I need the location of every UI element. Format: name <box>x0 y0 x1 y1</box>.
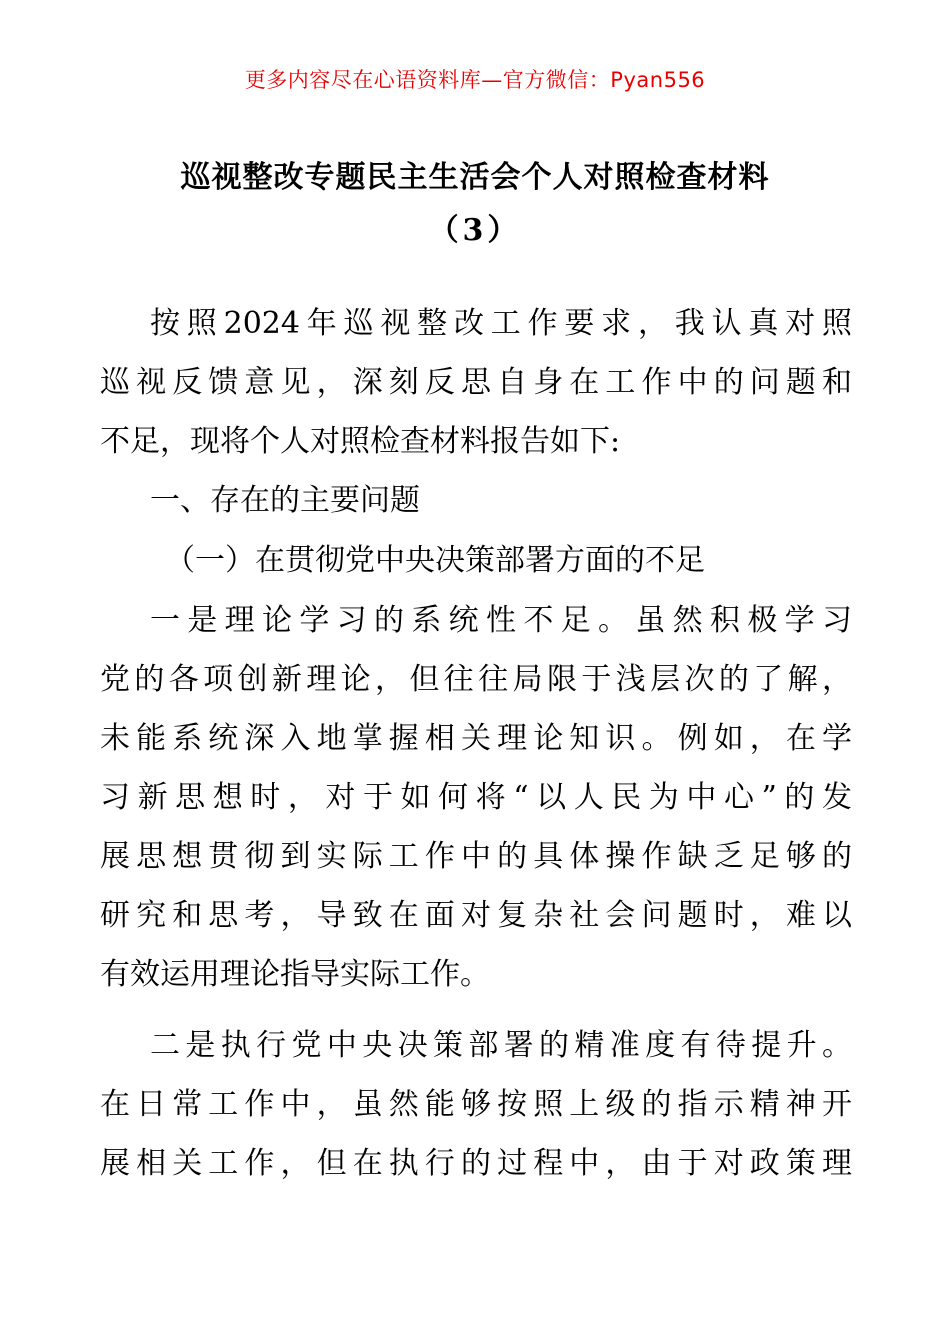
paragraph-line: 习新思想时，对于如何将“以人民为中心”的发 <box>100 780 852 815</box>
document-title: 巡视整改专题民主生活会个人对照检查材料 <box>180 160 770 195</box>
paragraph-line: 一是理论学习的系统性不足。虽然积极学习 <box>150 603 852 638</box>
paragraph-line: 不足，现将个人对照检查材料报告如下: <box>100 424 621 459</box>
paragraph-line: 未能系统深入地掌握相关理论知识。例如，在学 <box>100 721 852 756</box>
paragraph-line: 研究和思考，导致在面对复杂社会问题时，难以 <box>100 898 852 933</box>
subsection-heading: （一）在贯彻党中央决策部署方面的不足 <box>165 543 705 578</box>
source-banner: 更多内容尽在心语资料库—官方微信：Pyan556 <box>244 68 706 92</box>
paragraph-line: 二是执行党中央决策部署的精准度有待提升。 <box>150 1028 852 1063</box>
paragraph-line: 展思想贯彻到实际工作中的具体操作缺乏足够的 <box>100 839 852 874</box>
paragraph-line: 党的各项创新理论，但往往局限于浅层次的了解， <box>100 662 852 697</box>
document-title-number: （3） <box>428 213 522 248</box>
paragraph-line: 按照2024年巡视整改工作要求，我认真对照 <box>150 306 852 341</box>
paragraph-line: 展相关工作，但在执行的过程中，由于对政策理 <box>100 1146 852 1181</box>
paragraph-line: 在日常工作中，虽然能够按照上级的指示精神开 <box>100 1087 852 1122</box>
paragraph-line: 巡视反馈意见，深刻反思自身在工作中的问题和 <box>100 365 852 400</box>
paragraph-line: 有效运用理论指导实际工作。 <box>100 957 490 992</box>
section-heading: 一、存在的主要问题 <box>150 483 420 518</box>
